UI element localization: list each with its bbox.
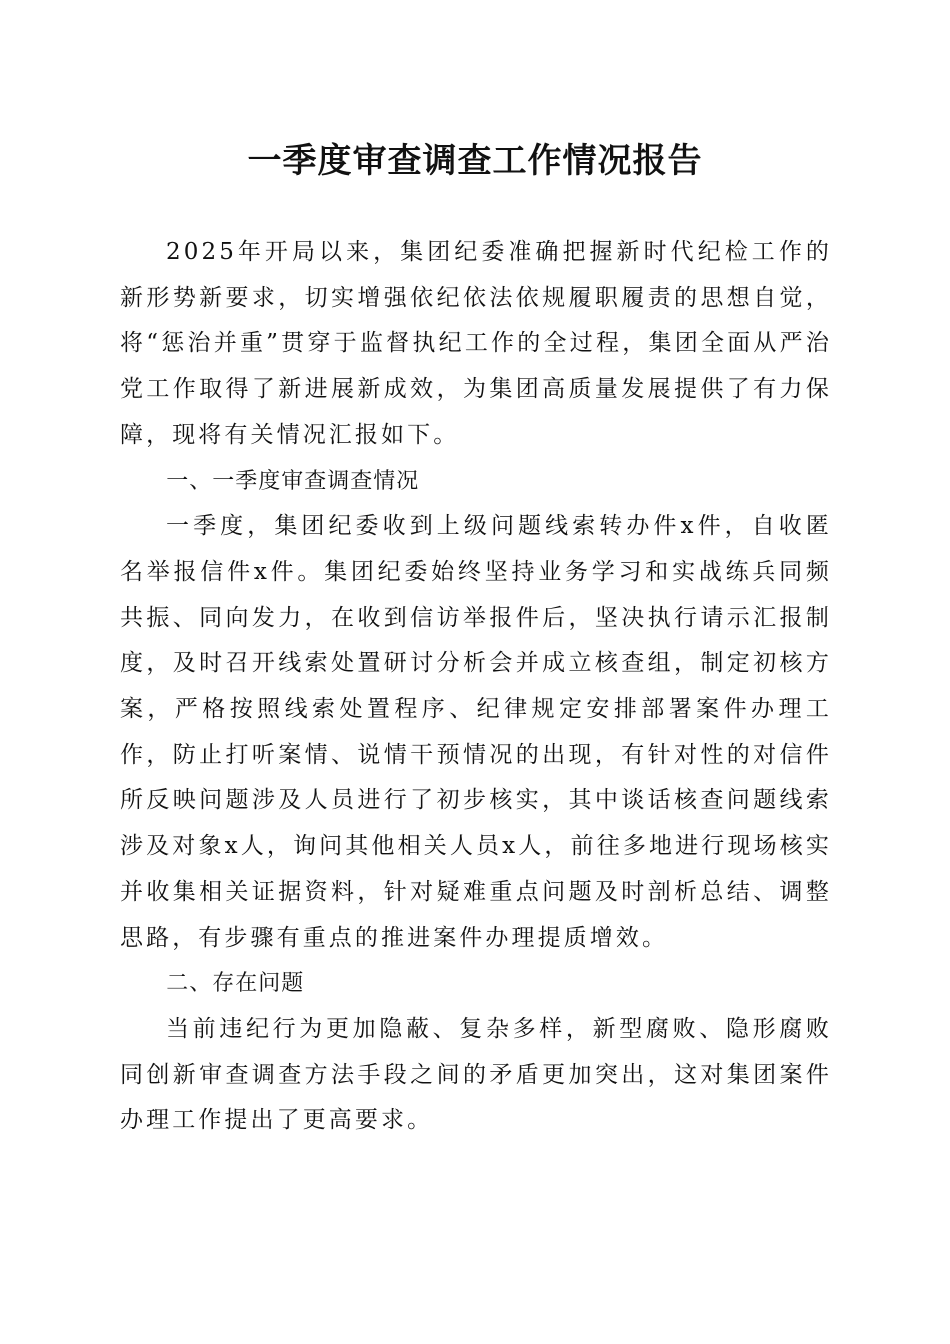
- document-title: 一季度审查调查工作情况报告: [247, 141, 703, 181]
- document-body: [120, 230, 832, 1144]
- section-2-paragraph: 当前违纪行为更加隐蔽、复杂多样，新型腐败、隐形腐败同创新审查调查方法手段之间的矛盾更加突出，这对集团案件办理工作提出了更高要求。: [120, 1015, 832, 1134]
- section-1-paragraph: 一季度，集团纪委收到上级问题线索转办件x件，自收匿名举报信件x件。集团纪委始终坚持业务学习和实战练兵同频共振、同向发力，在收到信访举报件后，坚决执行请示汇报制度，及时召开线索处置研讨分析会并成立核查组，制定初核方案，严格按照线索处置程序、纪律规定安排部署案件办理工作，防止打听案情、说情干预情况的出现，有针对性的对信件所反映问题涉及人员进行了初步核实，其中谈话核查问题线索涉及对象x人，询问其他相关人员x人，前往多地进行现场核实并收集相关证据资料，针对疑难重点问题及时剖析总结、调整思路，有步骤有重点的推进案件办理提质增效。: [120, 513, 832, 951]
- section-1-heading: 一、一季度审查调查情况: [166, 468, 420, 494]
- section-2-heading: 二、存在问题: [166, 971, 305, 997]
- intro-paragraph: 2025年开局以来，集团纪委准确把握新时代纪检工作的新形势新要求，切实增强依纪依法依规履职履责的思想自觉，将“惩治并重”贯穿于监督执纪工作的全过程，集团全面从严治党工作取得了新进展新成效，为集团高质量发展提供了有力保障，现将有关情况汇报如下。: [120, 239, 832, 448]
